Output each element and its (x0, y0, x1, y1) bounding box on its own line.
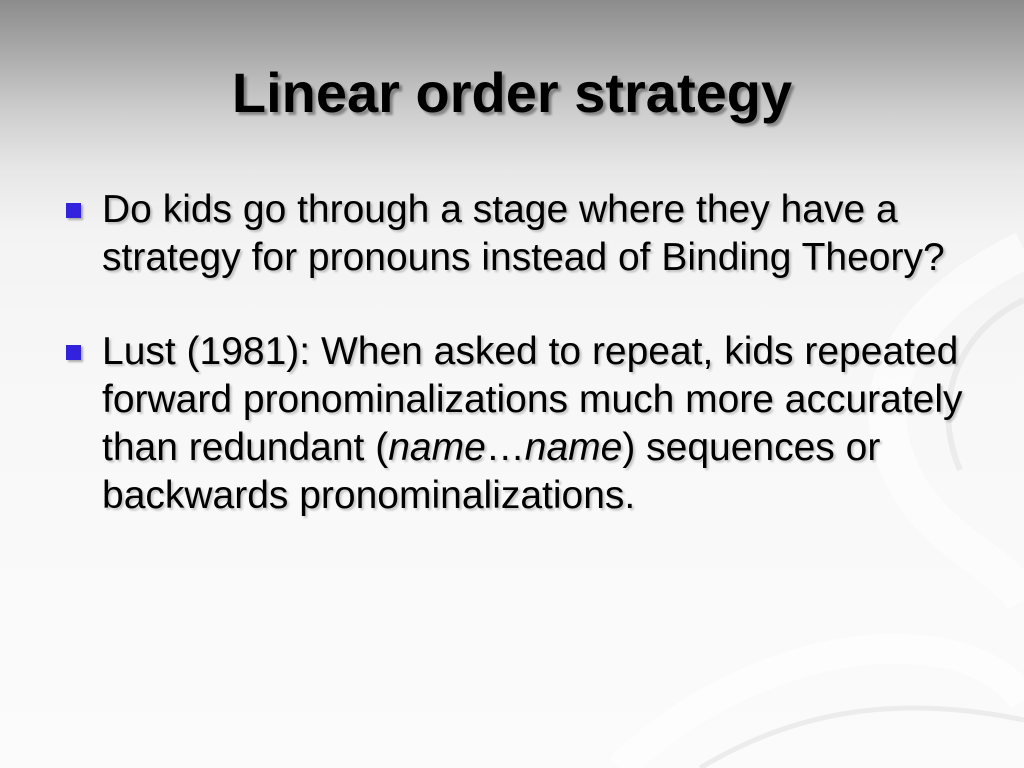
bullet-item (62, 328, 982, 520)
text-segment: … (485, 426, 525, 469)
text-segment: ) sequences or backwards pronominalizations. (102, 426, 881, 517)
square-bullet-icon (66, 203, 81, 218)
italic-text-segment: name (388, 426, 486, 469)
text-segment: Lust (1981): When asked to repeat, kids repeated forward pronominalizations much more accurately than redundant ( (102, 330, 963, 469)
bullet-text (102, 328, 982, 520)
square-bullet-icon (66, 345, 81, 360)
bullet-text (102, 186, 982, 282)
slide-title: Linear order strategy (231, 61, 793, 124)
text-segment: Do kids go through a stage where they have a strategy for pronouns instead of Binding Theory? (102, 188, 945, 279)
bullet-list (62, 186, 982, 520)
italic-text-segment: name (524, 426, 623, 469)
bullet-item (62, 186, 982, 282)
